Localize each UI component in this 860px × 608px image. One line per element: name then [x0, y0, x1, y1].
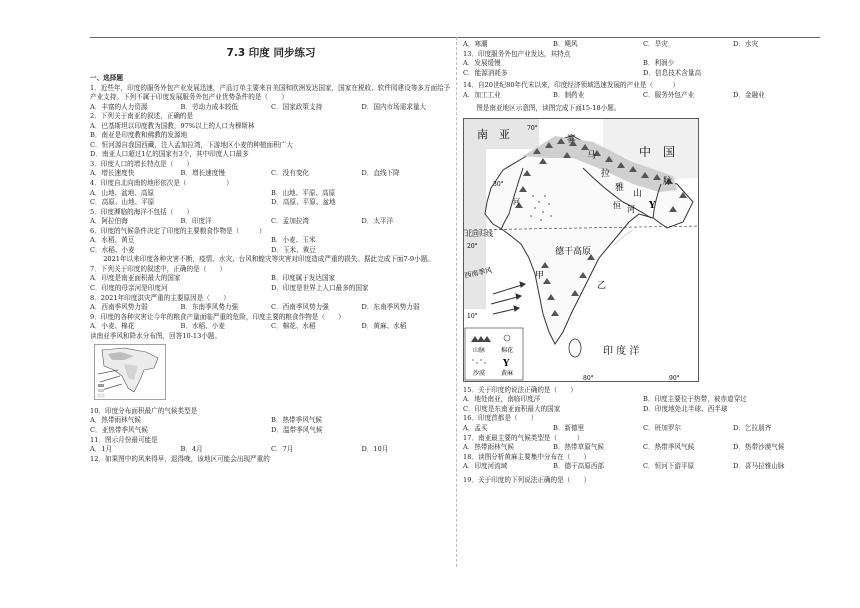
header-rule — [90, 37, 820, 38]
q10-options-ab — [90, 416, 452, 426]
section-heading: 一、选择题 — [90, 74, 123, 82]
q5-option-d[interactable]: D．太平洋 — [361, 217, 394, 226]
q13-option-d[interactable]: D．信息技术含量高 — [643, 68, 702, 77]
question-15: 15．关于印度的说法正确的是（ ） — [463, 385, 577, 394]
left-column — [90, 40, 452, 464]
q1-option-a[interactable]: A．丰富的人力资源 — [90, 102, 148, 111]
map-label-mai: 脉 — [663, 176, 673, 187]
q7-options-ab — [90, 274, 452, 284]
map-label-ocean: 印 度 洋 — [603, 345, 640, 357]
q18-option-b[interactable]: B．德干高原西部 — [553, 462, 605, 471]
q4-option-b[interactable]: B．山地、平原、高原 — [271, 188, 336, 197]
legend-jute: 黄麻 — [501, 369, 514, 377]
q5-option-c[interactable]: C．孟加拉湾 — [271, 217, 310, 226]
question-18: 18．读图分析黄麻主要集中分布在（ ） — [463, 452, 591, 461]
q4-options-cd — [90, 198, 452, 208]
q7-option-a[interactable]: A．印度是南亚面积最大的国家 — [90, 274, 181, 283]
q6-option-b[interactable]: B．小麦、玉米 — [271, 236, 316, 245]
map-label-china: 中 国 — [639, 144, 676, 159]
map-label-shan: 山 — [633, 188, 643, 199]
q18-option-c[interactable]: C．恒河下游平原 — [643, 462, 695, 471]
legend-desert: 沙漠 — [473, 369, 486, 377]
q13-options-cd — [463, 69, 823, 79]
q14-option-b[interactable]: B．制药业 — [553, 90, 585, 99]
q12-option-d[interactable]: D．水灾 — [733, 40, 759, 48]
question-2: 2．下列关于南亚的叙述，正确的是 — [90, 112, 194, 121]
q2-option-b[interactable]: B．南亚是印度教和佛教的发源地 — [90, 131, 188, 140]
q11-option-a[interactable]: A．1月 — [90, 445, 113, 454]
q10-options-cd — [90, 426, 452, 436]
q12-options — [463, 40, 823, 50]
q3-options — [90, 169, 452, 179]
south-asia-monsoon-map — [94, 344, 166, 400]
q17-option-c[interactable]: C．热带季风气候 — [643, 443, 695, 452]
q8-options — [90, 303, 452, 313]
question-11: 11．图示月份最可能是 — [90, 435, 158, 444]
q9-option-a[interactable]: A．小麦、棉花 — [90, 322, 135, 331]
q1-options — [90, 103, 452, 113]
q10-option-a[interactable]: A．热带雨林气候 — [90, 416, 141, 425]
question-6: 6．印度的气候条件决定了印度的主要粮食作物是（ ） — [90, 226, 266, 235]
question-9: 9．印度的各种灾害让今年的粮食产量面临严重的危险，印度主要的粮食作物是（ ） — [90, 312, 345, 321]
question-1: 1．近些年，印度的服务外包产业发展迅速，产品订单主要来自美国和欧洲发达国家，国家在税收、软件园建设等多方面给予产业支持。下列不属于印度发展服务外包产业优势条件的是（ ） — [90, 83, 451, 102]
q6-option-a[interactable]: A．水稻、黄豆 — [90, 236, 135, 245]
q6-option-d[interactable]: D．玉米、黄豆 — [271, 245, 316, 254]
legend-y-symbol: Y — [503, 358, 510, 369]
q3-option-a[interactable]: A．增长速度快 — [90, 169, 135, 178]
map-label-ma: 马 — [587, 150, 597, 161]
q13-option-a[interactable]: A．发展缓慢 — [463, 59, 501, 68]
q13-option-c[interactable]: C．能源消耗多 — [463, 68, 508, 77]
map-label-ya: 雅 — [615, 182, 625, 193]
q7-option-c[interactable]: C．印度的母亲河是印度河 — [90, 284, 168, 293]
map-label-y: Y — [649, 200, 656, 211]
question-8: 8．2021年印度洪灾严重的主要原因是（ ） — [90, 293, 230, 302]
question-3: 3．印度人口的增长特点是（ ） — [90, 159, 194, 168]
q10-option-b[interactable]: B．热带季风气候 — [271, 416, 323, 425]
q17-option-d[interactable]: D．热带沙漠气候 — [733, 443, 785, 452]
question-4: 4．印度自北向南的地形依次是（ ） — [90, 179, 233, 188]
q1-option-b[interactable]: B．劳动力成本较低 — [180, 102, 239, 111]
question-10: 10．印度分布面积最广的气候类型是 — [90, 406, 198, 415]
question-16: 16．印度首都是（ ） — [463, 414, 538, 423]
q2-option-c[interactable]: C．恒河源自我国西藏，注入孟加拉湾，下游地区小麦的种植面积广大 — [90, 140, 293, 149]
page-title: 7.3 印度 同步练习 — [226, 47, 316, 59]
q17-option-a[interactable]: A．热带雨林气候 — [463, 443, 514, 452]
map-label-lat20: 20° — [467, 242, 478, 250]
q1-option-d[interactable]: D．国内市场需求量大 — [361, 102, 427, 111]
q10-option-c[interactable]: C．亚热带季风气候 — [90, 425, 148, 434]
map-label-south-asia: 南 亚 — [477, 127, 510, 141]
question-5: 5．印度濒临的海洋不包括（ ） — [90, 207, 194, 216]
column-divider — [456, 37, 457, 567]
map-label-jia: 甲 — [535, 270, 545, 281]
q1-option-c[interactable]: C．国家政策支持 — [271, 102, 323, 111]
q17-option-b[interactable]: B．热带草原气候 — [553, 443, 605, 452]
question-19: 19．关于印度的下列说法正确的是（ ） — [463, 475, 591, 484]
q14-option-d[interactable]: D．金融业 — [733, 90, 765, 99]
q15-option-a[interactable]: A．地处南亚，南临印度洋 — [463, 395, 541, 404]
q13-options-ab — [463, 59, 823, 69]
q5-option-a[interactable]: A．阿拉伯海 — [90, 217, 128, 226]
map-label-lon90: 90° — [669, 374, 680, 382]
q13-option-b[interactable]: B．利润少 — [643, 59, 675, 68]
q9-options — [90, 322, 452, 332]
map-label-lat10: 10° — [467, 312, 478, 320]
map-label-xi: 喜 — [567, 134, 577, 145]
map-label-lon70: 70° — [527, 124, 538, 132]
south-asia-map — [463, 118, 699, 382]
q16-option-a[interactable]: A．孟买 — [463, 424, 488, 433]
map-label-north-tropic: 北回归线 — [465, 229, 493, 238]
q8-option-c[interactable]: C．西南季风势力强 — [271, 303, 329, 312]
question-12: 12．如果图中的风来得早，退得晚，该地区可能会出现严重的 — [90, 454, 270, 463]
question-7: 7．下列关于印度的叙述中，正确的是（ ） — [90, 264, 227, 273]
q11-option-b[interactable]: B．4月 — [180, 445, 203, 454]
q16-options — [463, 424, 823, 434]
map-label-lat30: 30° — [493, 180, 504, 188]
legend-cotton: 棉花 — [501, 346, 514, 354]
q3-option-d[interactable]: D．直线下降 — [361, 169, 400, 178]
map-label-he1: 河 — [513, 197, 520, 206]
q4-option-d[interactable]: D．高原、平原、盆地 — [271, 198, 336, 207]
q18-options — [463, 462, 823, 472]
q16-option-b[interactable]: B．新德里 — [553, 424, 585, 433]
q16-option-c[interactable]: C．班加罗尔 — [643, 424, 682, 433]
q15-option-c[interactable]: C．印度是东南亚面积最大的国家 — [463, 404, 561, 413]
q12-option-a[interactable]: A．寒潮 — [463, 40, 488, 48]
map-label-yi: 乙 — [597, 280, 607, 291]
question-14: 14．自20世纪80年代末以来，印度经济领域迅速发展的产业是（ ） — [463, 81, 680, 90]
q12-option-b[interactable]: B．飓风 — [553, 40, 578, 48]
q5-options — [90, 217, 452, 227]
q11-option-d[interactable]: D．10月 — [361, 445, 389, 454]
q15-option-b[interactable]: B．印度主要位于热带，被赤道穿过 — [643, 395, 747, 404]
passage-15-18: 图是南亚地区示意图，读图完成下面15-18小题。 — [476, 104, 621, 113]
q4-option-a[interactable]: A．山地、盆地、高原 — [90, 188, 155, 197]
q3-option-c[interactable]: C．没有变化 — [271, 169, 310, 178]
q11-options — [90, 445, 452, 455]
q8-option-a[interactable]: A．西南季风势力弱 — [90, 303, 148, 312]
map-label-deccan: 德干高原 — [555, 246, 592, 257]
q15-options-ab — [463, 395, 823, 405]
question-13: 13．印度服务外包产业发达，其特点 — [463, 49, 571, 58]
map-label-la: 拉 — [601, 168, 611, 179]
q4-options-ab — [90, 189, 452, 199]
q6-options-cd — [90, 246, 452, 256]
q4-option-c[interactable]: C．高原、山地、平原 — [90, 198, 155, 207]
map-label-heng: 恒 — [613, 200, 621, 210]
q11-option-c[interactable]: C．7月 — [271, 445, 294, 454]
q2-option-a[interactable]: A．巴基斯坦以印度教为国教，97%以上的人口为穆斯林 — [90, 121, 255, 130]
map-label-he2: 河 — [627, 204, 635, 214]
legend-mountain: 山脉 — [473, 346, 486, 354]
q10-option-d[interactable]: D．温带季风气候 — [271, 425, 323, 434]
q9-option-b[interactable]: B．水稻、小麦 — [180, 322, 225, 331]
q15-option-d[interactable]: D．印度地处北半球、西半球 — [643, 404, 728, 413]
q7-option-d[interactable]: D．印度是世界上人口最多的国家 — [271, 284, 369, 293]
q8-option-d[interactable]: D．东南季风势力弱 — [361, 303, 420, 312]
q18-option-a[interactable]: A．印度河流域 — [463, 462, 508, 471]
q5-option-b[interactable]: B．印度洋 — [180, 217, 212, 226]
q7-option-b[interactable]: B．印度属于发达国家 — [271, 274, 336, 283]
passage-10-13: 读南亚季风和降水分布图，回答10-13小题。 — [90, 331, 222, 340]
q16-option-d[interactable]: D．乞拉朋齐 — [733, 424, 772, 433]
question-17: 17．南亚最主要的气候类型是（ ） — [463, 433, 584, 442]
q7-options-cd — [90, 284, 452, 294]
map-label-lon80: 80° — [583, 374, 594, 382]
q6-options-ab — [90, 236, 452, 246]
q17-options — [463, 443, 823, 453]
q2-option-d[interactable]: D．南亚人口超过1亿的国家有3个，其中印度人口最多 — [90, 150, 249, 159]
q14-options — [463, 91, 823, 101]
q14-option-a[interactable]: A．加工工业 — [463, 90, 501, 99]
q15-options-cd — [463, 405, 823, 415]
right-column — [463, 40, 823, 485]
q3-option-b[interactable]: B．增长速度慢 — [180, 169, 225, 178]
q6-option-c[interactable]: C．水稻、小麦 — [90, 245, 135, 254]
map-label-sw-monsoon: 西南季风 — [463, 266, 493, 280]
passage-7-9: 2021年以来印度各种灾害不断，疫情、水灾、台风和蝗灾等灾害对印度造成严重的损失。据此完成下面7-9小题。 — [103, 255, 434, 264]
q9-option-c[interactable]: C．棉花、水稻 — [271, 322, 316, 331]
q18-option-d[interactable]: D．喜马拉雅山脉 — [733, 462, 785, 471]
q14-option-c[interactable]: C．服务外包产业 — [643, 90, 695, 99]
q9-option-d[interactable]: D．黄麻、水稻 — [361, 322, 407, 331]
q12-option-c[interactable]: C．旱灾 — [643, 40, 668, 48]
q8-option-b[interactable]: B．东南季风势力强 — [180, 303, 239, 312]
